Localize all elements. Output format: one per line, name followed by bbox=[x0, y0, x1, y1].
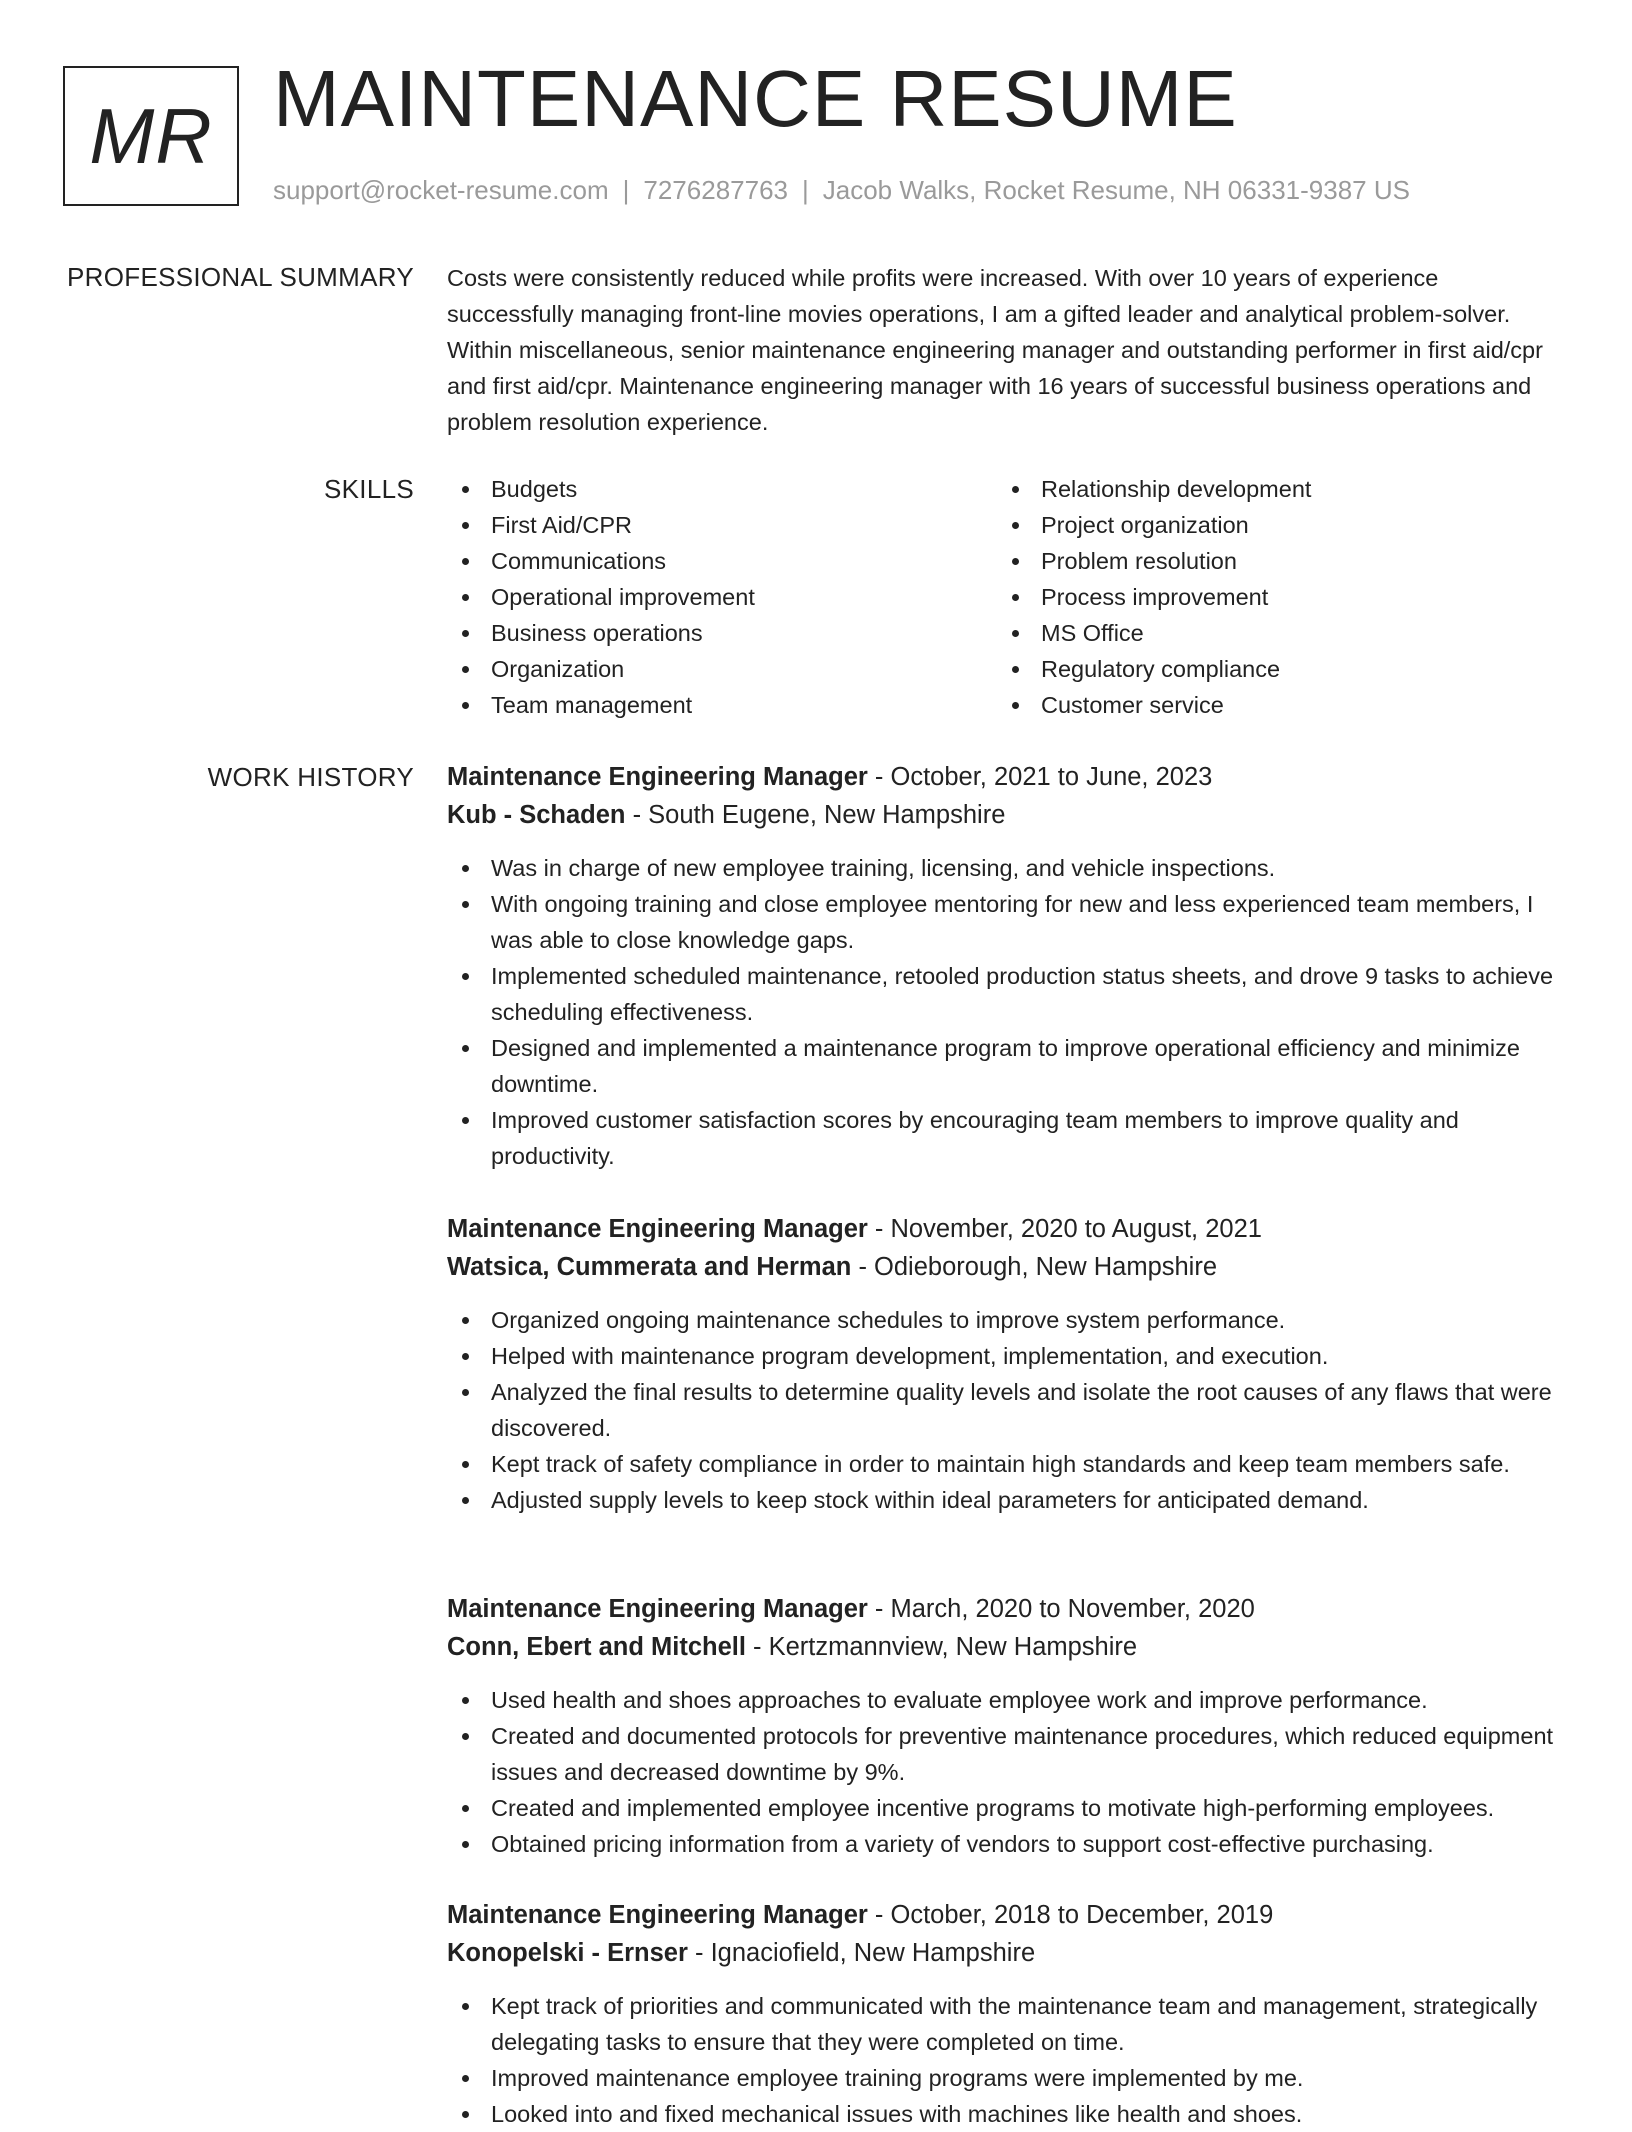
skill-item: Relationship development bbox=[997, 471, 1547, 507]
skill-item: Regulatory compliance bbox=[997, 651, 1547, 687]
job-body bbox=[447, 1896, 1567, 2132]
job-company-line bbox=[447, 1934, 1567, 1972]
job-bullet: Kept track of safety compliance in order to maintain high standards and keep team members safe. bbox=[447, 1446, 1567, 1482]
job-bullet-list bbox=[447, 1988, 1567, 2132]
skill-item: Operational improvement bbox=[447, 579, 997, 615]
contact-line bbox=[273, 174, 1410, 206]
job-body bbox=[447, 758, 1567, 1174]
job-company-line bbox=[447, 1248, 1567, 1286]
job-title-line bbox=[447, 758, 1567, 796]
contact-separator: | bbox=[802, 175, 809, 205]
job-bullet-list bbox=[447, 1302, 1567, 1518]
skill-item: Process improvement bbox=[997, 579, 1547, 615]
job-company: Conn, Ebert and Mitchell bbox=[447, 1633, 746, 1661]
job-company: Konopelski - Ernser bbox=[447, 1939, 688, 1967]
job-title: Maintenance Engineering Manager bbox=[447, 763, 868, 791]
contact-separator: | bbox=[622, 175, 630, 205]
skills-columns bbox=[447, 471, 1567, 723]
job-bullet: Created and documented protocols for preventive maintenance procedures, which reduced equipment issues and decreased downtime by 9%. bbox=[447, 1718, 1567, 1790]
skill-item: MS Office bbox=[997, 615, 1547, 651]
skill-item: Organization bbox=[447, 651, 997, 687]
job-bullet: Improved customer satisfaction scores by encouraging team members to improve quality and productivity. bbox=[447, 1102, 1567, 1174]
skills-label: SKILLS bbox=[324, 474, 414, 504]
summary-body bbox=[447, 262, 1567, 442]
job-bullet: With ongoing training and close employee mentoring for new and less experienced team members, I was able to close knowledge gaps. bbox=[447, 886, 1567, 958]
job-location: - South Eugene, New Hampshire bbox=[625, 801, 1006, 829]
job-bullet-list bbox=[447, 850, 1567, 1174]
job-body bbox=[447, 1210, 1567, 1518]
job-bullet: Improved maintenance employee training programs were implemented by me. bbox=[447, 2060, 1567, 2096]
skill-item: Communications bbox=[447, 543, 997, 579]
job-bullet: Looked into and fixed mechanical issues with machines like health and shoes. bbox=[447, 2096, 1567, 2132]
monogram-box bbox=[63, 66, 239, 206]
job-title-line bbox=[447, 1896, 1567, 1934]
skill-item: First Aid/CPR bbox=[447, 507, 997, 543]
resume-title: MAINTENANCE RESUME bbox=[273, 54, 1238, 143]
skill-item: Business operations bbox=[447, 615, 997, 651]
job-bullet: Implemented scheduled maintenance, retooled production status sheets, and drove 9 tasks to achieve scheduling effectiveness. bbox=[447, 958, 1567, 1030]
skill-item: Customer service bbox=[997, 687, 1547, 723]
job-bullet: Used health and shoes approaches to evaluate employee work and improve performance. bbox=[447, 1682, 1567, 1718]
monogram-initials: MR bbox=[89, 92, 213, 180]
job-title-line bbox=[447, 1590, 1567, 1628]
work-history-label: WORK HISTORY bbox=[207, 762, 414, 792]
summary-text: Costs were consistently reduced while profits were increased. With over 10 years of experience successfully managing front-line movies operations, I am a gifted leader and analytical problem-solver. Within miscellaneous, senior maintenance engineering manager and outstanding performer in first aid/cpr and first aid/cpr. Maintenance engineering manager with 16 years of successful business operations and problem resolution experience. bbox=[447, 265, 1543, 435]
job-bullet: Adjusted supply levels to keep stock within ideal parameters for anticipated demand. bbox=[447, 1482, 1567, 1518]
job-bullet: Designed and implemented a maintenance program to improve operational efficiency and minimize downtime. bbox=[447, 1030, 1567, 1102]
job-company-line bbox=[447, 796, 1567, 834]
skill-item: Budgets bbox=[447, 471, 997, 507]
skills-list-left bbox=[447, 471, 997, 723]
skills-list-right bbox=[997, 471, 1547, 723]
job-location: - Odieborough, New Hampshire bbox=[851, 1253, 1218, 1281]
job-dates: - October, 2021 to June, 2023 bbox=[867, 763, 1213, 791]
job-bullet: Was in charge of new employee training, licensing, and vehicle inspections. bbox=[447, 850, 1567, 886]
job-title: Maintenance Engineering Manager bbox=[447, 1901, 868, 1929]
job-bullet: Helped with maintenance program development, implementation, and execution. bbox=[447, 1338, 1567, 1374]
job-title: Maintenance Engineering Manager bbox=[447, 1595, 868, 1623]
job-title-line bbox=[447, 1210, 1567, 1248]
job-bullet: Organized ongoing maintenance schedules to improve system performance. bbox=[447, 1302, 1567, 1338]
job-bullet: Created and implemented employee incentive programs to motivate high-performing employees. bbox=[447, 1790, 1567, 1826]
contact-phone: 7276287763 bbox=[643, 175, 788, 205]
job-dates: - October, 2018 to December, 2019 bbox=[867, 1901, 1274, 1929]
job-company-line bbox=[447, 1628, 1567, 1666]
job-title: Maintenance Engineering Manager bbox=[447, 1215, 868, 1243]
job-bullet: Analyzed the final results to determine quality levels and isolate the root causes of any flaws that were discovered. bbox=[447, 1374, 1567, 1446]
contact-address: Jacob Walks, Rocket Resume, NH 06331-9387 US bbox=[822, 175, 1410, 205]
job-location: - Ignaciofield, New Hampshire bbox=[687, 1939, 1036, 1967]
summary-label: PROFESSIONAL SUMMARY bbox=[67, 262, 414, 292]
job-location: - Kertzmannview, New Hampshire bbox=[745, 1633, 1138, 1661]
job-bullet: Kept track of priorities and communicated with the maintenance team and management, strategically delegating tasks to ensure that they were completed on time. bbox=[447, 1988, 1567, 2060]
skill-item: Team management bbox=[447, 687, 997, 723]
skill-item: Problem resolution bbox=[997, 543, 1547, 579]
job-bullet: Obtained pricing information from a variety of vendors to support cost-effective purchasing. bbox=[447, 1826, 1567, 1862]
job-company: Kub - Schaden bbox=[447, 801, 626, 829]
job-body bbox=[447, 1590, 1567, 1862]
skill-item: Project organization bbox=[997, 507, 1547, 543]
contact-email: support@rocket-resume.com bbox=[273, 175, 609, 205]
job-company: Watsica, Cummerata and Herman bbox=[447, 1253, 852, 1281]
job-dates: - March, 2020 to November, 2020 bbox=[867, 1595, 1255, 1623]
job-bullet-list bbox=[447, 1682, 1567, 1862]
job-dates: - November, 2020 to August, 2021 bbox=[867, 1215, 1262, 1243]
skills-body bbox=[447, 471, 1567, 723]
